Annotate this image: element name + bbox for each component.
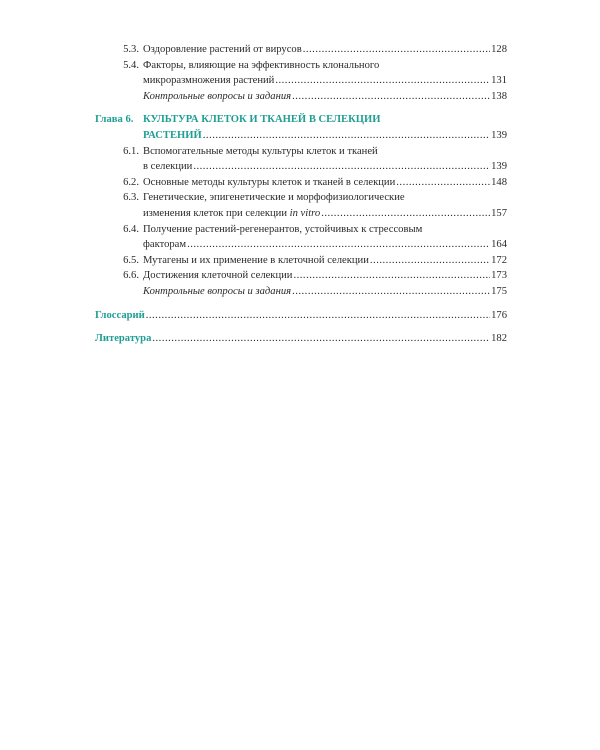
page-number: 176: [491, 309, 507, 321]
leader-dots: [146, 308, 490, 324]
toc-entry-6-4-cont[interactable]: [95, 237, 507, 253]
page-number: 139: [491, 129, 507, 141]
leader-dots: [303, 42, 490, 58]
leader-dots: [396, 175, 490, 191]
toc-entry-questions-5[interactable]: [95, 89, 507, 105]
section-title-line-2: [143, 206, 320, 222]
section-number: 5.4.: [123, 59, 139, 71]
section-title: Достижения клеточной селекции: [143, 270, 293, 282]
page-number: 182: [491, 333, 507, 345]
toc-entry-5-4-cont[interactable]: [95, 73, 507, 89]
leader-dots: [292, 284, 490, 300]
page-number: 128: [491, 44, 507, 55]
questions-title: Контрольные вопросы и задания: [143, 285, 292, 297]
section-title-line-1: Генетические, эпигенетические и морфофизиологические: [143, 192, 405, 204]
page-number: 173: [491, 270, 507, 282]
literature-title: Литература: [95, 333, 152, 345]
chapter-title-line-2: РАСТЕНИЙ: [143, 129, 202, 141]
toc-entry-6-2[interactable]: [95, 175, 507, 191]
section-title: Основные методы культуры клеток и тканей в селекции: [143, 176, 396, 188]
toc-entry-5-4[interactable]: [95, 58, 507, 74]
leader-dots: [293, 268, 490, 284]
chapter-title-line-1: КУЛЬТУРА КЛЕТОК И ТКАНЕЙ В СЕЛЕКЦИИ: [143, 114, 381, 126]
toc-entry-6-1-cont[interactable]: [95, 159, 507, 175]
leader-dots: [321, 206, 490, 222]
section-title-line-2: факторам: [143, 239, 187, 251]
section-title-line-1: Вспомогательные методы культуры клеток и тканей: [143, 145, 378, 157]
section-title-line-2: микроразмножения растений: [143, 75, 275, 87]
page-number: 139: [491, 161, 507, 173]
leader-dots: [370, 253, 490, 269]
toc-entry-5-3[interactable]: [95, 42, 507, 58]
page-number: 175: [491, 285, 507, 297]
section-number: 6.2.: [123, 176, 139, 188]
section-title-text: изменения клеток при селекции: [143, 207, 290, 219]
leader-dots: [203, 128, 490, 144]
glossary-title: Глоссарий: [95, 309, 145, 321]
toc-chapter-6-cont[interactable]: [95, 128, 507, 144]
page-number: 157: [491, 207, 507, 219]
section-number: 5.3.: [123, 44, 139, 55]
page-number: 172: [491, 254, 507, 266]
toc-entry-questions-6[interactable]: [95, 284, 507, 300]
chapter-label: Глава 6.: [95, 114, 134, 126]
section-number: 6.4.: [123, 223, 139, 235]
leader-dots: [275, 73, 490, 89]
toc-entry-glossary[interactable]: [95, 308, 507, 324]
toc-entry-literature[interactable]: [95, 331, 507, 347]
page-number: 138: [491, 90, 507, 102]
toc-entry-6-6[interactable]: [95, 268, 507, 284]
section-title-line-1: Факторы, влияющие на эффективность клонального: [143, 59, 380, 71]
section-number: 6.1.: [123, 145, 139, 157]
questions-title: Контрольные вопросы и задания: [143, 90, 292, 102]
toc-entry-6-1[interactable]: [95, 144, 507, 160]
section-title: Оздоровление растений от вирусов: [143, 44, 302, 55]
section-number: 6.5.: [123, 254, 139, 266]
leader-dots: [292, 89, 490, 105]
section-number: 6.6.: [123, 270, 139, 282]
page-number: 131: [491, 75, 507, 87]
table-of-contents: [95, 42, 507, 347]
section-title-italic: in vitro: [289, 207, 321, 219]
section-title: Мутагены и их применение в клеточной селекции: [143, 254, 369, 266]
toc-entry-6-5[interactable]: [95, 253, 507, 269]
leader-dots: [187, 237, 490, 253]
page-number: 148: [491, 176, 507, 188]
section-title-line-2: в селекции: [143, 161, 193, 173]
page-number: 164: [491, 239, 507, 251]
toc-entry-6-4[interactable]: [95, 222, 507, 238]
section-number: 6.3.: [123, 192, 139, 204]
toc-entry-6-3-cont[interactable]: [95, 206, 507, 222]
leader-dots: [193, 159, 490, 175]
leader-dots: [152, 331, 490, 347]
toc-chapter-6[interactable]: [95, 112, 507, 128]
toc-entry-6-3[interactable]: [95, 190, 507, 206]
section-title-line-1: Получение растений-регенерантов, устойчивых к стрессовым: [143, 223, 423, 235]
